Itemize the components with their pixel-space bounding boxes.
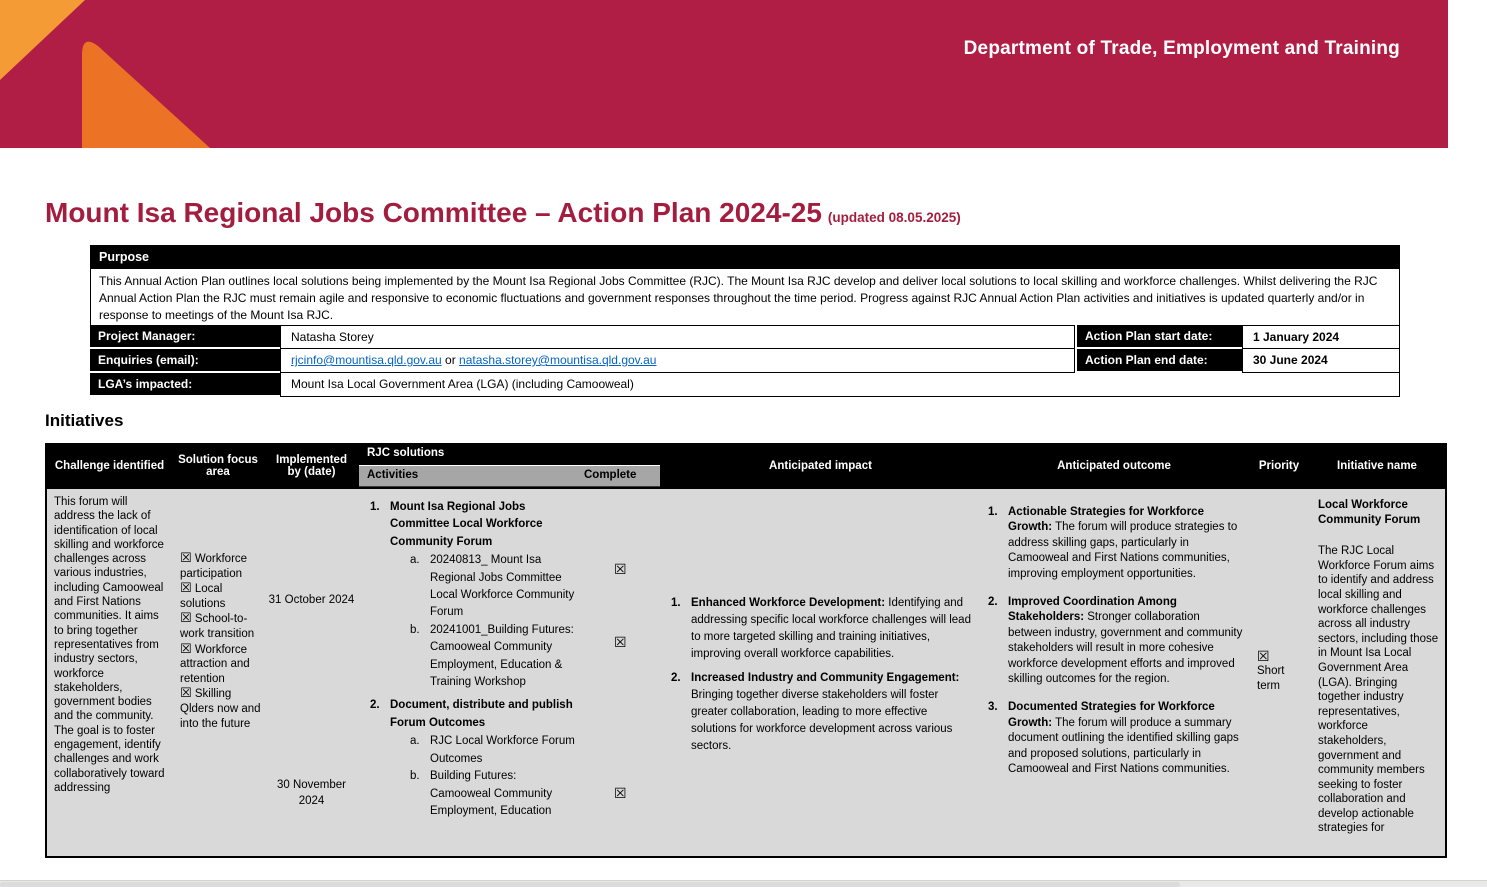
- outcome-item-text: Stronger collaboration between industry, government and community stakeholders will result in more cohesive workforce development efforts and improved skilling outcomes for the region.: [1008, 611, 1243, 686]
- solution-focus-label: Workforce attraction and retention: [180, 643, 250, 685]
- activity-marker: b.: [410, 623, 420, 636]
- checked-checkbox-icon: ☒: [180, 640, 192, 656]
- checked-checkbox-icon: ☒: [180, 580, 192, 596]
- project-manager-row: [90, 325, 1400, 349]
- col-header-priority: Priority: [1258, 460, 1300, 472]
- outcome-item: [982, 700, 1245, 777]
- activity-text: 20241001_Building Futures: Camooweal Community Employment, Education & Training Workshop: [430, 623, 574, 689]
- lga-label: LGA’s impacted:: [90, 373, 280, 397]
- implemented-date-1: 31 October 2024: [268, 594, 355, 606]
- solution-focus-label: Skilling Qlders now and into the future: [180, 688, 261, 730]
- initiatives-heading: Initiatives: [45, 411, 124, 430]
- outcome-marker: 3.: [988, 701, 998, 714]
- outcome-item-title: Actionable Strategies for Workforce Growth:: [1008, 506, 1204, 534]
- enquiries-value: [280, 349, 1075, 373]
- col-header-solution: Solution focus area: [178, 454, 258, 478]
- horizontal-scrollbar[interactable]: [0, 880, 1487, 887]
- outcome-item-title: Improved Coordination Among Stakeholders:: [1008, 596, 1177, 624]
- impact-marker: 1.: [671, 597, 681, 609]
- end-date-label: Action Plan end date:: [1075, 349, 1242, 373]
- rjc-solutions-subheader: [359, 465, 660, 487]
- activity-text: RJC Local Workforce Forum Outcomes: [430, 735, 575, 765]
- col-header-rjc-solutions: [359, 443, 662, 489]
- impact-item: [665, 595, 973, 663]
- complete-cell: [582, 489, 662, 858]
- impact-marker: 2.: [671, 672, 681, 684]
- email-joiner: or: [441, 353, 460, 367]
- priority-cell: [1249, 489, 1309, 858]
- department-name: Department of Trade, Employment and Training: [963, 38, 1400, 59]
- enquiries-row: [90, 349, 1400, 373]
- project-manager-value: Natasha Storey: [280, 325, 1075, 349]
- details-table: [90, 325, 1400, 397]
- outcome-marker: 1.: [988, 506, 998, 518]
- initiatives-table-header: [47, 443, 1445, 489]
- activities-cell: [359, 489, 582, 858]
- challenge-cell: This forum will address the lack of identification of local skilling and workforce challenges across various industries, including Camooweal and First Nations communities. It aims to bring together representatives from industry sectors, workforce stakeholders, government bodies and the community. The goal is to foster engagement, identify challenges and work collaboratively toward addressing: [54, 496, 165, 794]
- initiative-description: The RJC Local Workforce Forum aims to identify and address local skilling and workforce challenges across all industry sectors, including those in Mount Isa Local Government Area (LGA). Bringing together industry representatives, workforce stakeholders, government and community members seeking to foster collaboration and develop actionable strategies for: [1318, 545, 1439, 835]
- activity-item: [359, 768, 580, 820]
- start-date-value: 1 January 2024: [1242, 325, 1400, 349]
- activity-text: 20240813_ Mount Isa Regional Jobs Committee Local Workforce Community Forum: [430, 554, 575, 619]
- end-date-value: 30 June 2024: [1242, 349, 1400, 373]
- col-header-impact: Anticipated impact: [769, 460, 872, 472]
- solution-focus-item: [180, 581, 262, 611]
- implemented-date-cell: [264, 489, 359, 858]
- impact-item-title: Increased Industry and Community Engagement:: [691, 672, 960, 684]
- activity-marker: 2.: [370, 699, 380, 712]
- qld-gov-chevron-logo: [0, 0, 260, 148]
- activity-text: Document, distribute and publish Forum Outcomes: [390, 699, 573, 729]
- checked-checkbox-icon: ☒: [180, 685, 192, 701]
- solution-focus-item: [180, 642, 262, 687]
- impact-item-title: Enhanced Workforce Development:: [691, 597, 886, 609]
- solution-focus-label: Local solutions: [180, 583, 226, 610]
- solution-focus-item: [180, 686, 262, 731]
- activity-marker: 1.: [370, 501, 380, 513]
- enquiries-label: Enquiries (email):: [90, 349, 280, 373]
- purpose-body: This Annual Action Plan outlines local solutions being implemented by the Mount Isa Regional Jobs Committee (RJC). The Mount Isa RJC develop and deliver local solutions to local skilling and workforce challenges. Whilst delivering the RJC Annual Action Plan the RJC must remain agile and responsive to economic fluctuations and government responses throughout the time period. Progress against RJC Annual Action Plan activities and initiatives is updated quarterly and/or in response to meetings of the Mount Isa RJC.: [90, 269, 1400, 331]
- header-banner: [0, 0, 1448, 148]
- priority-value: Short term: [1257, 665, 1285, 692]
- lga-row: [90, 373, 1400, 397]
- project-manager-label: Project Manager:: [90, 325, 280, 349]
- solution-focus-label: School-to-work transition: [180, 613, 255, 640]
- outcome-item: [982, 505, 1245, 582]
- col-header-outcome: Anticipated outcome: [1057, 460, 1171, 472]
- activity-text: Mount Isa Regional Jobs Committee Local Workforce Community Forum: [390, 501, 543, 548]
- outcome-item: [982, 595, 1245, 687]
- outcome-marker: 2.: [988, 596, 998, 609]
- initiatives-table: [45, 443, 1447, 858]
- activity-item: [359, 552, 580, 622]
- page-title-updated: (updated 08.05.2025): [827, 210, 961, 225]
- checked-checkbox-icon: ☒: [180, 550, 192, 565]
- col-header-implemented: Implemented by (date): [276, 454, 347, 478]
- checked-checkbox-icon: ☒: [614, 561, 627, 577]
- activity-item: [359, 622, 580, 692]
- page-title-text: Mount Isa Regional Jobs Committee – Action Plan 2024-25: [45, 197, 822, 228]
- activity-item: [359, 499, 580, 551]
- purpose-section: [90, 245, 1400, 331]
- col-header-activities: Activities: [367, 469, 419, 481]
- checked-checkbox-icon: ☒: [180, 610, 192, 626]
- activity-marker: a.: [410, 735, 420, 748]
- outcome-item-title: Documented Strategies for Workforce Growth:: [1008, 701, 1215, 729]
- impact-item: [665, 670, 973, 755]
- col-header-initiative-name: Initiative name: [1337, 460, 1417, 472]
- purpose-header: Purpose: [90, 245, 1400, 269]
- activity-text: Building Futures: Camooweal Community Employment, Education: [430, 770, 553, 817]
- solution-focus-item: [180, 611, 262, 641]
- rjc-solutions-label: RJC solutions: [367, 447, 445, 459]
- impact-item-text: Bringing together diverse stakeholders will foster greater collaboration, leading to more effective solutions for workforce development across various sectors.: [691, 689, 953, 752]
- lga-value: Mount Isa Local Government Area (LGA) (including Camooweal): [280, 373, 1400, 397]
- impact-cell: [662, 489, 979, 858]
- email-link-natasha[interactable]: natasha.storey@mountisa.qld.gov.au: [459, 353, 657, 367]
- checked-checkbox-icon: ☒: [1257, 648, 1270, 664]
- col-header-complete: Complete: [584, 469, 637, 481]
- activity-item: [359, 697, 580, 732]
- initiative-name-cell: [1309, 489, 1445, 858]
- checked-checkbox-icon: ☒: [614, 785, 627, 801]
- horizontal-scrollbar-thumb[interactable]: [0, 882, 1180, 887]
- solution-focus-item: [180, 551, 262, 581]
- impact-item-text: Identifying and addressing specific local workforce challenges will lead to more targeted skilling and training initiatives, improving overall workforce capabilities.: [691, 597, 971, 660]
- checked-checkbox-icon: ☒: [614, 634, 627, 650]
- solution-focus-label: Workforce participation: [180, 553, 248, 580]
- initiative-row: [47, 489, 1445, 858]
- email-link-rjcinfo[interactable]: rjcinfo@mountisa.qld.gov.au: [291, 353, 442, 367]
- activity-item: [359, 733, 580, 768]
- start-date-label: Action Plan start date:: [1075, 325, 1242, 349]
- activity-marker: b.: [410, 770, 420, 783]
- activity-marker: a.: [410, 554, 420, 567]
- solution-focus-cell: [172, 489, 264, 858]
- outcome-item-text: The forum will produce a summary document outlining the identified skilling gaps and proposed solutions, particularly in Camooweal and First Nations communities.: [1008, 716, 1239, 776]
- outcome-item-text: The forum will produce strategies to address skilling gaps, particularly in Camooweal and First Nations communities, improving employment opportunities.: [1008, 521, 1238, 580]
- initiative-name: Local Workforce Community Forum: [1318, 499, 1421, 526]
- col-header-challenge: Challenge identified: [54, 460, 165, 472]
- implemented-date-2: 30 November 2024: [276, 779, 347, 807]
- page-title: [45, 197, 961, 229]
- outcome-cell: [979, 489, 1249, 858]
